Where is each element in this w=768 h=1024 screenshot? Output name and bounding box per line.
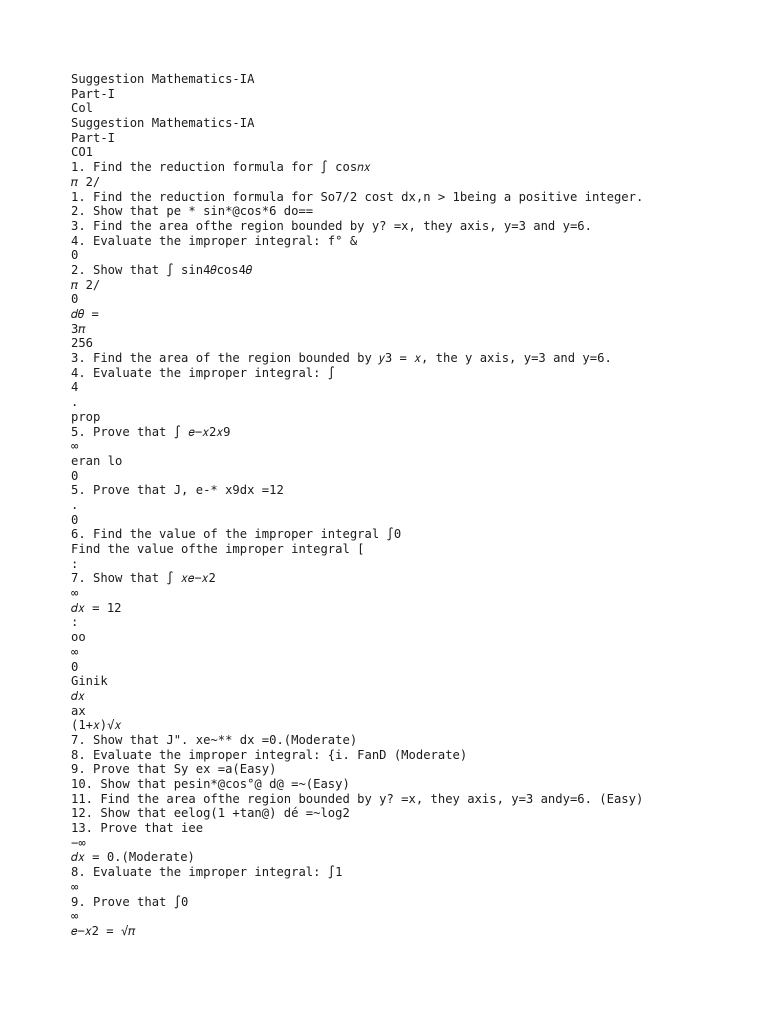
text-line: ∞ [71, 586, 79, 601]
text-line: 𝑑𝜃 = [71, 307, 99, 321]
text-line: Find the value ofthe improper integral [ [71, 542, 365, 556]
text-line: 4. Evaluate the improper integral: ∫ [71, 365, 336, 380]
document-page [71, 72, 761, 939]
text-line: eran lo [71, 453, 123, 468]
text-line: 5. Prove that ∫ 𝑒−𝑥2𝑥9 [71, 424, 231, 439]
text-line: CO1 [71, 145, 94, 160]
text-line: 𝑑𝑥 = 12 [71, 600, 122, 615]
text-line: 5. Prove that J, e-* x9dx =12 [71, 483, 284, 498]
text-line: 13. Prove that iee [71, 821, 204, 836]
text-line: 𝜋 2/ [71, 174, 101, 189]
text-line: 𝜋 2/ [71, 277, 101, 292]
text-line: 0 [71, 512, 79, 527]
text-line: 7. Show that J". xe~** dx =0.(Moderate) [71, 732, 358, 747]
text-line: 6. Find the value of the improper integral ∫0 [71, 527, 402, 542]
text-line: Part-I [71, 130, 116, 145]
text-line: 3𝜋 [71, 321, 86, 336]
text-line: Suggestion Mathematics-IA [71, 72, 255, 86]
text-line: 7. Show that ∫ 𝑥𝑒−𝑥2 [71, 571, 216, 586]
text-line: ax [71, 703, 86, 718]
text-line: 4. Evaluate the improper integral: f° & [71, 233, 358, 248]
text-line: 1. Find the reduction formula for So7/2 cost dx,n > 1being a positive integer. [71, 189, 644, 204]
text-line: : [71, 556, 79, 571]
text-line: 0 [71, 468, 79, 483]
text-line: 𝑑𝑥 = 0.(Moderate) [71, 850, 195, 865]
text-line: Suggestion Mathematics-IA [71, 116, 255, 131]
text-line: 0 [71, 292, 79, 307]
text-line: prop [71, 409, 101, 424]
text-line: 12. Show that eelog(1 +tan@) dé =~log2 [71, 806, 350, 821]
text-line: ∞ [71, 909, 79, 924]
text-line: Part-I [71, 86, 116, 101]
text-line: : [71, 615, 79, 630]
text-line: 0 [71, 248, 79, 263]
text-line: Ginik [71, 674, 108, 689]
text-line: 1. Find the reduction formula for ∫ cos𝑛𝑥 [71, 160, 371, 175]
text-line: 3. Find the area ofthe region bounded by y? =x, they axis, y=3 and y=6. [71, 218, 592, 233]
text-line: 4 [71, 380, 79, 395]
text-line: 8. Evaluate the improper integral: ∫1 [71, 865, 343, 880]
text-line: 256 [71, 336, 94, 351]
text-line: oo [71, 630, 86, 645]
text-line: . [71, 395, 79, 410]
text-line: 2. Show that pe * sin*@cos*6 do== [71, 204, 314, 219]
text-line: 𝑑𝑥 [71, 688, 85, 703]
text-line: ∞ [71, 439, 79, 454]
text-line: Col [71, 101, 94, 116]
text-line: . [71, 497, 79, 512]
text-line: ∞ [71, 879, 79, 894]
text-line: 10. Show that pesin*@cos°@ d@ =~(Easy) [71, 777, 350, 791]
text-line: 11. Find the area ofthe region bounded by y? =x, they axis, y=3 andy=6. (Easy) [71, 791, 644, 806]
text-line: −∞ [71, 835, 86, 850]
text-line: 𝑒−𝑥2 = √𝜋 [71, 923, 136, 938]
text-line: 0 [71, 659, 79, 674]
text-line: 3. Find the area of the region bounded by 𝑦3 = 𝑥, the y axis, y=3 and y=6. [71, 351, 612, 366]
text-line: 2. Show that ∫ sin4𝜃cos4𝜃 [71, 262, 253, 277]
text-line: 9. Prove that Sy ex =a(Easy) [71, 762, 277, 777]
text-line: 9. Prove that ∫0 [71, 894, 189, 909]
text-line: 8. Evaluate the improper integral: {i. FanD (Moderate) [71, 747, 468, 762]
text-line: ∞ [71, 644, 79, 659]
text-line: (1+𝑥)√𝑥 [71, 718, 122, 733]
